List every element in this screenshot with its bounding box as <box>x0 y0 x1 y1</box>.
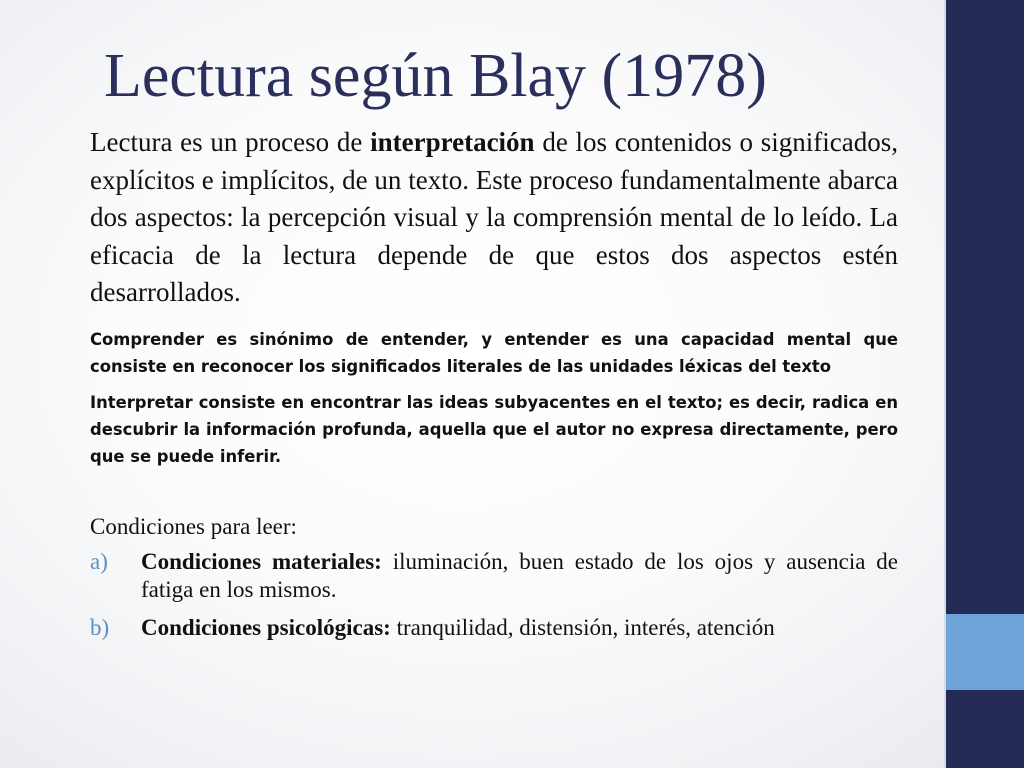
list-marker: a) <box>90 548 108 574</box>
condition-label: Condiciones materiales: <box>141 548 382 574</box>
intro-bold-term: interpretación <box>370 127 535 157</box>
condition-text: tranquilidad, distensión, interés, atención <box>390 614 775 640</box>
conditions-list <box>90 548 898 642</box>
slide-content <box>90 124 898 642</box>
intro-text-end: de los contenidos o significados, explícitos e implícitos, de un texto. Este proceso fundamentalmente abarca dos aspectos: la percepción visual y la comprensión mental de lo leído. La eficacia de la lectura depende de que estos dos aspectos estén desarrollados. <box>90 127 898 307</box>
condition-label: Condiciones psicológicas: <box>141 614 391 640</box>
definition-interpretar: Interpretar consiste en encontrar las ideas subyacentes en el texto; es decir, radica en descubrir la información profunda, aquella que el autor no expresa directamente, pero que se puede inferir. <box>90 392 898 466</box>
intro-paragraph <box>90 124 898 312</box>
condition-item-psicologicas <box>90 614 898 642</box>
conditions-heading: Condiciones para leer: <box>90 513 297 539</box>
intro-text-start: Lectura es un proceso de <box>90 127 371 157</box>
definition-comprender: Comprender es sinónimo de entender, y entender es una capacidad mental que consiste en reconocer los significados literales de las unidades léxicas del texto <box>90 329 898 376</box>
list-marker: b) <box>90 614 110 640</box>
condition-item-materiales <box>90 548 898 604</box>
condition-text: iluminación, buen estado de los ojos y ausencia de fatiga en los mismos. <box>141 548 899 602</box>
sidebar-accent-block <box>946 614 1024 690</box>
slide-title: Lectura según Blay (1978) <box>104 42 767 110</box>
